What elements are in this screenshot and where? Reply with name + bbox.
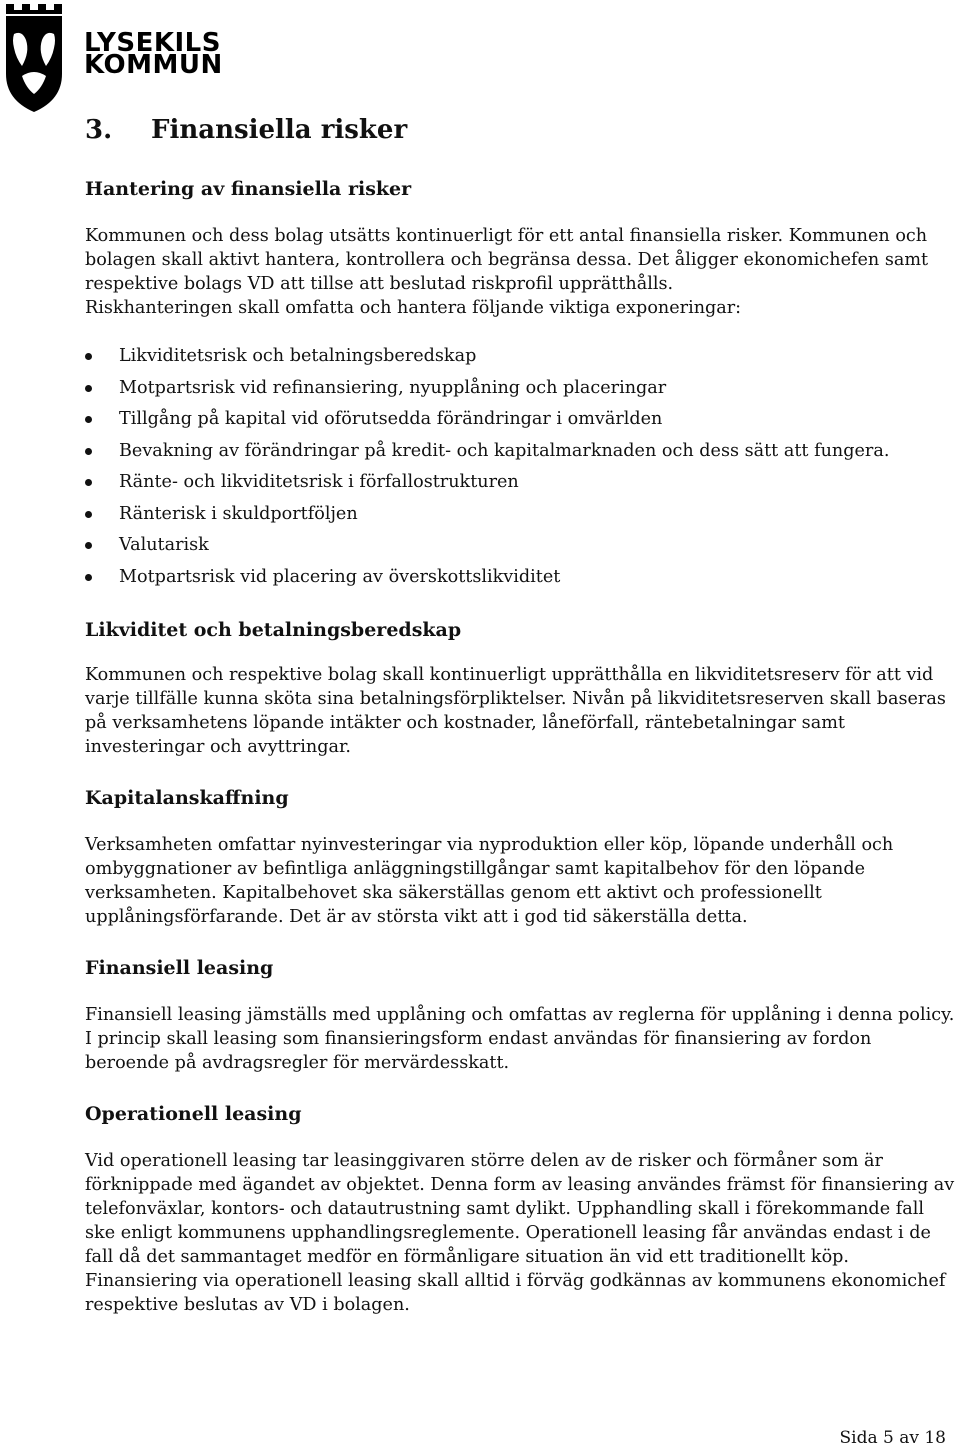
bullet-icon <box>85 574 92 581</box>
municipality-logo <box>0 0 223 118</box>
paragraph-finansiell-leasing: Finansiell leasing jämställs med upplåning och omfattas av reglerna för upplåning i denna policy. I princip skall leasing som finansieringsform endast användas för finansiering av fordon beroende på avdragsregler för mervärdesskatt. <box>85 1005 955 1073</box>
paragraph-hantering: Kommunen och dess bolag utsätts kontinuerligt för ett antal finansiella risker. Kommunen och bolagen skall aktivt hantera, kontrollera och begränsa dessa. Det åligger ekonomichefen samt respektive bolags VD att tillse att beslutad riskprofil upprätthålls. <box>85 226 929 294</box>
paragraph-exponeringar: Riskhanteringen skall omfatta och hantera följande viktiga exponeringar: <box>85 298 742 318</box>
list-item: Bevakning av förändringar på kredit- och kapitalmarknaden och dess sätt att fungera. <box>85 436 955 468</box>
list-item: Ränte- och likviditetsrisk i förfallostrukturen <box>85 467 955 499</box>
bullet-icon <box>85 511 92 518</box>
list-item: Motpartsrisk vid refinansiering, nyupplåning och placeringar <box>85 373 955 405</box>
list-item: Motpartsrisk vid placering av överskottslikviditet <box>85 562 955 594</box>
section-heading-operationell-leasing: Operationell leasing <box>85 1103 302 1125</box>
page-number: Sida 5 av 18 <box>839 1428 946 1448</box>
paragraph-operationell-leasing: Vid operationell leasing tar leasinggivaren större delen av de risker och förmåner som är förknippade med ägandet av objektet. Denna form av leasing användes främst för finansiering av telefonväxlar, kontors- och datautrustning samt dylikt. Upphandling skall i förekommande fall ske enligt kommunens upphandlingsreglemente. Operationell leasing får användas endast i de fall då det sammantaget medför en förmånligare situation än vid ett traditionellt köp. Finansiering via operationell leasing skall alltid i förväg godkännas av kommunens ekonomichef respektive beslutas av VD i bolagen. <box>85 1151 955 1315</box>
list-item: Likviditetsrisk och betalningsberedskap <box>85 341 955 373</box>
bullet-icon <box>85 353 92 360</box>
coat-of-arms-icon <box>2 4 66 114</box>
logo-line-2: KOMMUN <box>84 50 223 80</box>
bullet-icon <box>85 416 92 423</box>
paragraph-likviditet: Kommunen och respektive bolag skall kontinuerligt upprätthålla en likviditetsreserv för att vid varje tillfälle kunna sköta sina betalningsförpliktelser. Nivån på likviditetsreserven skall baseras på verksamhetens löpande intäkter och kostnader, låneförfall, räntebetalningar samt investeringar och avyttringar. <box>85 665 946 757</box>
list-item: Tillgång på kapital vid oförutsedda förändringar i omvärlden <box>85 404 955 436</box>
bullet-icon <box>85 448 92 455</box>
section-heading-kapitalanskaffning: Kapitalanskaffning <box>85 787 289 809</box>
list-item: Valutarisk <box>85 530 955 562</box>
bullet-icon <box>85 479 92 486</box>
logo-wordmark <box>84 28 223 80</box>
logo-line-1: LYSEKILS <box>84 28 221 58</box>
document-body <box>85 112 955 1317</box>
chapter-heading <box>85 112 955 148</box>
bullet-icon <box>85 385 92 392</box>
chapter-title: Finansiella risker <box>151 115 408 145</box>
paragraph-kapitalanskaffning: Verksamheten omfattar nyinvesteringar via nyproduktion eller köp, löpande underhåll och ombyggnationer av befintliga anläggningstillgångar samt kapitalbehov för den löpande verksamheten. Kapitalbehovet ska säkerställas genom ett aktivt och professionellt upplåningsförfarande. Det är av största vikt att i god tid säkerställa detta. <box>85 835 894 927</box>
bullet-icon <box>85 542 92 549</box>
section-heading-hantering: Hantering av finansiella risker <box>85 178 412 200</box>
section-heading-likviditet: Likviditet och betalningsberedskap <box>85 619 462 641</box>
chapter-number: 3. <box>85 115 113 145</box>
risk-list <box>85 341 955 593</box>
section-heading-finansiell-leasing: Finansiell leasing <box>85 957 274 979</box>
list-item: Ränterisk i skuldportföljen <box>85 499 955 531</box>
